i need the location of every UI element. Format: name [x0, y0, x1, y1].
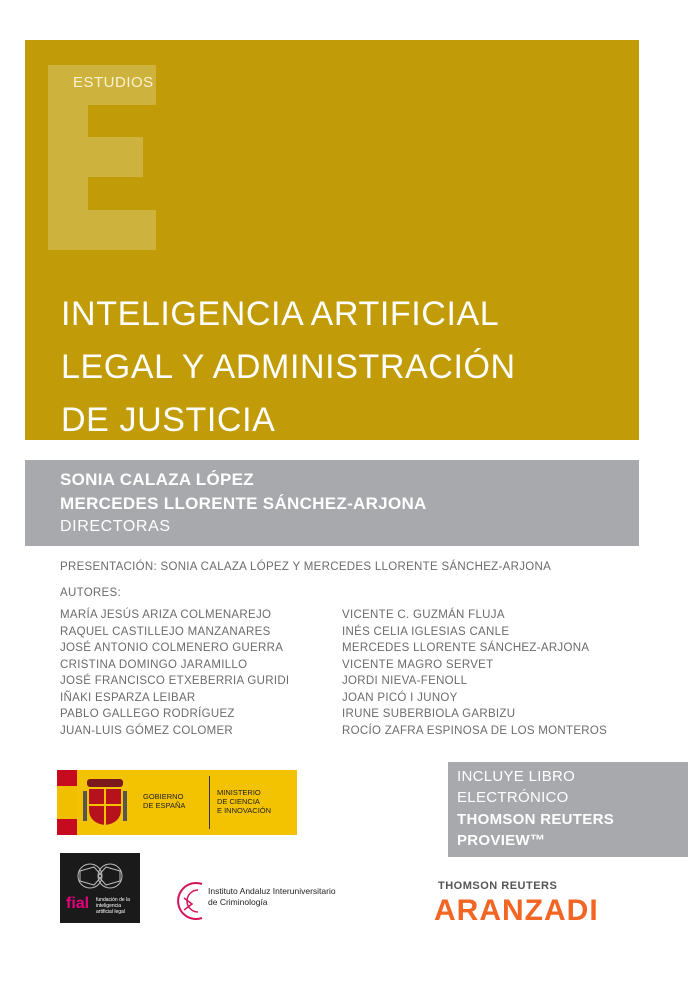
- iaic-text: Instituto Andaluz Interuniversitario de Criminología: [208, 886, 336, 907]
- government-logo: [57, 770, 297, 835]
- ebook-line-1: INCLUYE LIBRO: [457, 768, 576, 785]
- authors-column-left: [60, 607, 289, 739]
- author-name: INÉS CELIA IGLESIAS CANLE: [342, 625, 510, 638]
- logo-divider: [209, 776, 210, 829]
- series-e-mark: [48, 65, 156, 250]
- fial-logo: [60, 853, 140, 923]
- presentation-line: PRESENTACIÓN: SONIA CALAZA LÓPEZ Y MERCEDES LLORENTE SÁNCHEZ-ARJONA: [60, 561, 552, 573]
- author-name: JORDI NIEVA-FENOLL: [342, 675, 468, 687]
- iaic-c-icon: [170, 876, 210, 926]
- spain-flag-icon: [57, 770, 77, 835]
- iaic-logo: [170, 872, 340, 932]
- gobierno-text: GOBIERNO DE ESPAÑA: [143, 792, 186, 810]
- author-name: IRUNE SUBERBIOLA GARBIZU: [342, 708, 516, 720]
- title-panel: [25, 40, 639, 440]
- author-name: JOSÉ ANTONIO COLMENERO GUERRA: [60, 642, 284, 654]
- author-name: VICENTE C. GUZMÁN FLUJA: [342, 609, 505, 621]
- ebook-line-3: THOMSON REUTERS: [457, 811, 615, 828]
- ebook-badge: [448, 762, 688, 857]
- authors-column-right: [342, 607, 607, 739]
- ebook-line-2: ELECTRÓNICO: [457, 789, 569, 806]
- directors-role: DIRECTORAS: [60, 518, 171, 535]
- fial-wordmark: fial: [66, 895, 90, 912]
- fial-network-icon: [74, 859, 126, 893]
- title-line-2: LEGAL Y ADMINISTRACIÓN: [61, 348, 516, 386]
- author-name: JOAN PICÓ I JUNOY: [342, 691, 458, 704]
- author-name: RAQUEL CASTILLEJO MANZANARES: [60, 625, 271, 638]
- directors-panel: [25, 460, 639, 546]
- author-name: PABLO GALLEGO RODRÍGUEZ: [60, 708, 235, 720]
- aranzadi-logo: ARANZADI: [434, 894, 599, 927]
- author-name: MARÍA JESÚS ARIZA COLMENAREJO: [60, 609, 272, 621]
- author-name: MERCEDES LLORENTE SÁNCHEZ-ARJONA: [342, 642, 590, 654]
- ebook-line-4: PROVIEW™: [457, 832, 546, 849]
- thomson-reuters-label: THOMSON REUTERS: [438, 880, 558, 892]
- author-name: CRISTINA DOMINGO JARAMILLO: [60, 658, 248, 671]
- book-title: [61, 288, 516, 447]
- title-line-3: DE JUSTICIA: [61, 401, 276, 439]
- author-name: IÑAKI ESPARZA LEIBAR: [60, 691, 196, 704]
- director-name-1: SONIA CALAZA LÓPEZ: [60, 470, 254, 489]
- fial-subtext: fundación de la inteligencia artificial legal: [96, 897, 130, 915]
- author-name: JUAN-LUIS GÓMEZ COLOMER: [60, 724, 234, 737]
- authors-label: AUTORES:: [60, 587, 121, 599]
- author-name: VICENTE MAGRO SERVET: [342, 658, 494, 671]
- author-name: ROCÍO ZAFRA ESPINOSA DE LOS MONTEROS: [342, 724, 608, 737]
- title-line-1: INTELIGENCIA ARTIFICIAL: [61, 295, 500, 333]
- coat-of-arms-icon: [83, 777, 127, 827]
- author-name: JOSÉ FRANCISCO ETXEBERRIA GURIDI: [60, 675, 290, 687]
- ministerio-text: MINISTERIO DE CIENCIA E INNOVACIÓN: [217, 788, 272, 815]
- director-name-2: MERCEDES LLORENTE SÁNCHEZ-ARJONA: [60, 494, 427, 513]
- series-label: ESTUDIOS: [73, 74, 154, 91]
